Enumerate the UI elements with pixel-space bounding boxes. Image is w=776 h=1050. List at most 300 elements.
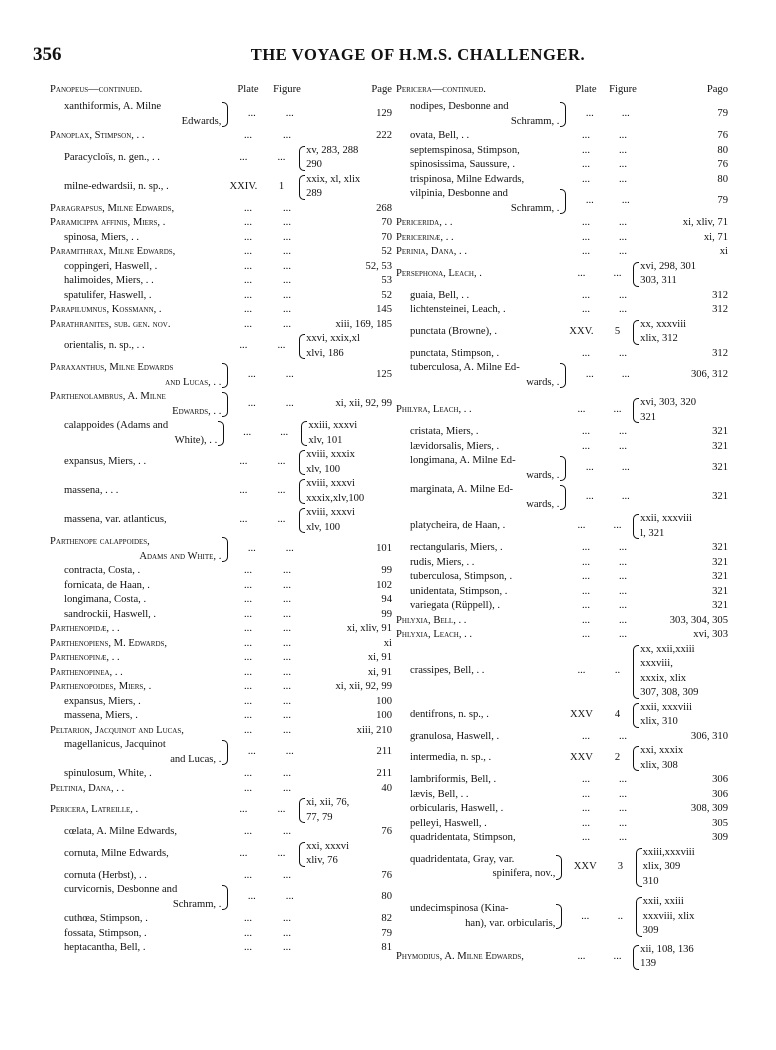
entry-plate: ... <box>582 144 590 156</box>
page-ref-line: xlv, 100 <box>306 521 341 533</box>
entry-name <box>396 440 564 455</box>
index-entry <box>50 680 392 695</box>
page-ref-line: xxii, xxxviii <box>640 701 692 713</box>
entry-name <box>396 483 568 512</box>
entry-page-refs <box>304 941 392 956</box>
entry-name-line: Panoplax, Stimpson, . . <box>50 130 145 141</box>
page-ref-line: 211 <box>376 746 393 758</box>
entry-name <box>50 390 230 419</box>
entry-page-refs <box>304 231 392 246</box>
entry-figure: 4 <box>614 708 621 720</box>
page-ref-line: xvi, 298, 301 <box>640 260 697 272</box>
entry-name-line: intermedia, n. sp., . <box>410 752 492 764</box>
entry-page-refs <box>304 318 392 333</box>
entry-figure: ... <box>621 491 630 503</box>
page-ref-line: 321 <box>712 440 728 452</box>
entry-page-refs <box>304 564 392 579</box>
entry-name-line: Pericera, Latreille, . <box>50 804 139 816</box>
entry-plate: ... <box>244 565 252 576</box>
index-entry <box>50 216 392 231</box>
entry-name <box>396 664 560 679</box>
entry-plate: ... <box>582 614 590 626</box>
entry-name <box>396 361 568 390</box>
entry-name-line: crassipes, Bell, . . <box>410 665 485 677</box>
index-entry <box>50 303 392 318</box>
entry-page-refs <box>304 622 392 637</box>
page-ref-line: xlix, 309 <box>642 861 681 872</box>
entry-page-refs <box>638 599 728 614</box>
entry-name-line: White), . . <box>174 434 218 446</box>
entry-figure: 1 <box>278 180 285 192</box>
entry-page-refs <box>638 788 728 803</box>
entry-figure: ... <box>619 614 627 626</box>
entry-name <box>50 651 226 666</box>
entry-page-refs <box>304 695 392 710</box>
entry-plate: ... <box>244 304 252 315</box>
page-ref-line: 321 <box>712 542 728 553</box>
entry-figure: ... <box>619 217 627 228</box>
entry-plate: ... <box>244 231 252 243</box>
index-entry <box>50 637 392 652</box>
entry-page-refs <box>638 541 728 556</box>
entry-page-refs <box>640 368 728 383</box>
entry-figure: ... <box>280 427 289 439</box>
entry-name <box>50 513 222 528</box>
page-ref-line: xi <box>719 246 728 257</box>
index-entry <box>396 440 728 455</box>
entry-name <box>396 231 564 246</box>
entry-figure: ... <box>277 340 286 352</box>
entry-figure: ... <box>613 267 622 279</box>
entry-name-line: lichtensteinei, Leach, . <box>410 304 506 315</box>
entry-figure: ... <box>283 942 291 953</box>
entry-figure: .. <box>614 665 621 677</box>
entry-name-line: massena, var. atlanticus, <box>64 514 167 526</box>
index-entry <box>396 303 728 318</box>
entry-plate: ... <box>244 913 252 924</box>
entry-figure: ... <box>283 695 291 707</box>
entry-name <box>396 187 568 216</box>
entry-plate: ... <box>247 746 256 758</box>
entry-name-line: Perinia, Dana, . . <box>396 246 467 257</box>
entry-name <box>50 593 226 608</box>
page-ref-line: 289 <box>306 188 322 199</box>
entry-figure: ... <box>619 817 627 829</box>
entry-plate: ... <box>244 768 252 779</box>
entry-figure: ... <box>619 144 627 156</box>
entry-name <box>396 541 564 556</box>
page-ref-line: 76 <box>717 130 728 141</box>
entry-plate: ... <box>582 173 590 185</box>
entry-name-line: massena, Miers, . <box>64 710 138 721</box>
entry-page-refs <box>304 245 392 260</box>
page-ref-line: 77, 79 <box>306 811 333 823</box>
index-entry <box>50 840 392 869</box>
index-entry <box>396 245 728 260</box>
entry-name-line: lævidorsalis, Miers, . <box>410 440 500 452</box>
page-ref-line: 129 <box>376 108 393 120</box>
entry-page-refs <box>640 194 728 209</box>
entry-plate: XXV <box>569 708 593 720</box>
entry-page-refs <box>298 332 392 361</box>
page-ref-line: xi, 71 <box>703 231 728 243</box>
entry-page-refs <box>304 129 392 144</box>
entry-page-refs <box>632 643 728 701</box>
entry-plate: ... <box>239 456 248 468</box>
entry-name-line: tuberculosa, A. Milne Ed- <box>410 362 520 373</box>
entry-name <box>396 303 564 318</box>
entry-name <box>50 608 226 623</box>
index-entry <box>50 695 392 710</box>
entry-figure: ... <box>619 173 627 185</box>
page-ref-line: xi, xii, 92, 99 <box>335 398 393 410</box>
entry-name <box>396 628 564 643</box>
entry-plate: ... <box>244 724 252 736</box>
entry-plate: ... <box>244 666 252 678</box>
entry-name <box>396 216 564 231</box>
index-entry <box>50 390 392 419</box>
entry-name <box>396 403 560 418</box>
entry-plate: ... <box>582 231 590 243</box>
page-ref-line: xi, xliv, 91 <box>346 623 392 634</box>
entry-plate: ... <box>244 130 252 141</box>
entry-plate: ... <box>582 803 590 814</box>
entry-plate: ... <box>244 623 252 634</box>
entry-plate: ... <box>247 398 256 410</box>
index-entry <box>50 767 392 782</box>
entry-figure: ... <box>277 847 286 859</box>
index-entry <box>50 245 392 260</box>
index-entry <box>396 216 728 231</box>
entry-plate: ... <box>244 202 252 214</box>
entry-figure: ... <box>619 629 627 640</box>
page-ref-line: 94 <box>381 594 392 605</box>
entry-page-refs <box>632 396 728 425</box>
entry-plate: ... <box>239 485 248 497</box>
page-ref-line: 53 <box>381 275 392 286</box>
index-entry <box>50 202 392 217</box>
entry-name <box>50 303 226 318</box>
entry-name-line: wards, . <box>526 376 560 388</box>
page-ref-line: 321 <box>712 491 729 503</box>
entry-name <box>396 519 560 534</box>
index-entry <box>50 782 392 797</box>
index-entry <box>396 730 728 745</box>
entry-name <box>396 289 564 304</box>
entry-plate: ... <box>247 891 256 903</box>
page-ref-line: xxii, xxiii <box>642 896 684 907</box>
entry-name <box>50 245 226 260</box>
entry-name <box>50 869 226 884</box>
entry-figure: ... <box>283 289 291 301</box>
entry-plate: ... <box>244 869 252 881</box>
entry-name <box>50 695 226 710</box>
entry-name <box>50 202 226 217</box>
entry-name-line: Parthenopiens, M. Edwards, <box>50 637 168 649</box>
index-entry <box>396 895 728 939</box>
entry-page-refs <box>640 490 728 505</box>
entry-figure: ... <box>619 832 627 843</box>
entry-figure: ... <box>619 426 627 437</box>
page-ref-line: 321 <box>712 426 728 437</box>
entry-page-refs <box>638 425 728 440</box>
entry-figure: ... <box>283 637 291 649</box>
entry-name-line: Philyra, Leach, . . <box>396 404 472 416</box>
entry-figure: ... <box>619 585 627 597</box>
entry-name <box>396 831 564 846</box>
entry-name <box>396 158 564 173</box>
entry-figure: ... <box>613 404 622 416</box>
index-entry <box>50 129 392 144</box>
entry-name-line: orientalis, n. sp., . . <box>64 340 145 352</box>
page-ref-line: 303, 311 <box>640 275 677 286</box>
entry-name-line: variegata (Rüppell), . <box>410 600 501 611</box>
entry-name-line: Parthenopinea, . . <box>50 666 123 678</box>
page-ref-line: 312 <box>712 304 728 315</box>
index-entry <box>396 831 728 846</box>
entry-name-line: punctata (Browne), . <box>410 325 498 337</box>
entry-name <box>50 289 226 304</box>
entry-name-line: Phlyxia, Leach, . . <box>396 629 473 640</box>
entry-figure: ... <box>619 304 627 315</box>
entry-name-line: xanthiformis, A. Milne <box>64 101 162 112</box>
entry-name <box>50 883 230 912</box>
entry-plate: ... <box>582 774 590 785</box>
entry-plate: ... <box>247 369 256 381</box>
page-ref-line: 99 <box>381 608 392 620</box>
entry-name-line: Parathranites, sub. gen. nov. <box>50 318 171 330</box>
index-entry <box>396 943 728 972</box>
page-ref-line: xlv, 100 <box>306 463 341 475</box>
entry-page-refs <box>304 666 392 681</box>
entry-plate: ... <box>239 514 248 526</box>
entry-name-line: curvicornis, Desbonne and <box>64 884 178 895</box>
entry-plate: ... <box>582 426 590 437</box>
entry-page-refs <box>638 628 728 643</box>
index-entry <box>50 738 392 767</box>
entry-figure: .. <box>617 910 624 922</box>
index-entry <box>396 454 728 483</box>
entry-page-refs <box>298 144 392 173</box>
index-entry <box>50 796 392 825</box>
entry-name-line: cristata, Miers, . <box>410 426 479 437</box>
entry-name-line: heptacantha, Bell, . <box>64 942 146 953</box>
entry-name <box>50 803 222 818</box>
entry-page-refs <box>640 461 728 476</box>
entry-plate: XXIV. <box>229 180 258 192</box>
entry-name-line: massena, . . . <box>64 485 119 497</box>
entry-plate: ... <box>582 217 590 228</box>
index-entry <box>50 941 392 956</box>
page-ref-line: 40 <box>381 782 392 794</box>
page-ref-line: 79 <box>717 108 729 120</box>
entry-page-refs <box>638 303 728 318</box>
entry-name-line: lævis, Bell, . . <box>410 788 469 800</box>
entry-plate: ... <box>585 195 594 207</box>
entry-name <box>396 788 564 803</box>
running-title: THE VOYAGE OF H.M.S. CHALLENGER. <box>250 45 586 64</box>
entry-name-line: Paramicippa affinis, Miers, . <box>50 217 166 228</box>
figure-header: Figure <box>609 84 637 95</box>
entry-figure: ... <box>285 543 294 555</box>
page-ref-line: 125 <box>376 369 393 381</box>
page-ref-line: xx, xxxviii <box>640 318 687 330</box>
index-entry <box>396 585 728 600</box>
page-ref-line: xx, xxii,xxiii <box>640 643 695 655</box>
entry-figure: ... <box>285 746 294 758</box>
entry-name <box>50 941 226 956</box>
entry-figure: ... <box>621 195 630 207</box>
entry-plate: ... <box>244 594 252 605</box>
entry-figure: ... <box>283 246 291 257</box>
entry-figure: ... <box>619 803 627 814</box>
index-entry <box>50 927 392 942</box>
entry-name <box>396 817 564 832</box>
entry-figure: ... <box>283 710 291 721</box>
entry-page-refs <box>298 173 392 202</box>
entry-page-refs <box>306 890 392 905</box>
figure-header: Figure <box>273 84 301 95</box>
entry-name <box>50 484 222 499</box>
entry-plate: ... <box>244 318 252 330</box>
entry-name <box>396 730 564 745</box>
entry-name-line: cornuta (Herbst), . . <box>64 869 147 881</box>
entry-page-refs <box>638 245 728 260</box>
index-entry <box>50 912 392 927</box>
entry-page-refs <box>638 802 728 817</box>
entry-page-refs <box>638 817 728 832</box>
entry-plate: XXV <box>569 752 593 764</box>
entry-figure: ... <box>619 730 627 742</box>
entry-plate: ... <box>244 652 252 663</box>
page-ref-line: 52, 53 <box>365 260 392 272</box>
entry-page-refs <box>638 440 728 455</box>
index-entry <box>50 651 392 666</box>
entry-name <box>396 425 564 440</box>
entry-figure: ... <box>619 347 627 359</box>
entry-page-refs <box>304 709 392 724</box>
entry-name-line: Paraxanthus, Milne Edwards <box>50 362 174 373</box>
page-ref-line: xxiii,xxxviii <box>642 846 695 858</box>
entry-page-refs <box>632 260 728 289</box>
index-entry <box>396 802 728 817</box>
page-ref-line: 312 <box>712 347 728 359</box>
entry-page-refs <box>635 895 728 939</box>
entry-figure: ... <box>283 202 291 214</box>
entry-plate: ... <box>582 788 590 800</box>
index-entry <box>50 318 392 333</box>
entry-plate: ... <box>244 637 252 649</box>
page-ref-line: xii, 108, 136 <box>640 943 694 955</box>
page-ref-line: 312 <box>712 289 728 301</box>
entry-figure: ... <box>283 260 291 272</box>
index-entry <box>50 869 392 884</box>
entry-name <box>50 724 226 739</box>
entry-plate: ... <box>582 246 590 257</box>
entry-figure: ... <box>283 623 291 634</box>
index-entry <box>50 231 392 246</box>
entry-name <box>396 245 564 260</box>
entry-name-line: punctata, Stimpson, . <box>410 347 500 359</box>
entry-name-line: Parthenope calappoides, <box>50 536 150 547</box>
entry-name <box>50 666 226 681</box>
entry-plate: ... <box>244 275 252 286</box>
entry-plate: ... <box>244 695 252 707</box>
entry-figure: 3 <box>617 861 624 872</box>
entry-figure: ... <box>277 151 286 163</box>
page-ref-line: 79 <box>717 195 729 207</box>
page-ref-line: 306 <box>712 774 728 785</box>
entry-name-line: sandrockii, Haswell, . <box>64 608 157 620</box>
index-entry <box>50 709 392 724</box>
entry-name-line: Phlyxia, Bell, . . <box>396 614 467 626</box>
entry-name-line: tuberculosa, Stimpson, . <box>410 571 513 582</box>
entry-page-refs <box>304 825 392 840</box>
entry-name <box>50 151 222 166</box>
entry-page-refs <box>304 579 392 594</box>
entry-name <box>396 173 564 188</box>
entry-plate: ... <box>239 340 248 352</box>
index-entry <box>396 347 728 362</box>
entry-figure: ... <box>619 246 627 257</box>
entry-name <box>50 825 226 840</box>
entry-page-refs <box>304 724 392 739</box>
entry-plate: ... <box>244 782 252 794</box>
index-entry <box>50 274 392 289</box>
page-ref-line: xiii, 210 <box>356 724 392 736</box>
entry-page-refs <box>304 303 392 318</box>
page-ref-line: xxxviii, <box>640 658 673 669</box>
entry-figure: ... <box>283 652 291 663</box>
page-ref-line: xi, xliv, 71 <box>682 217 728 228</box>
index-entry <box>396 556 728 571</box>
page-ref-line: 321 <box>712 585 728 597</box>
entry-figure: ... <box>619 159 627 170</box>
index-entry <box>50 593 392 608</box>
page-ref-line: 308, 309 <box>690 803 728 814</box>
index-entry <box>396 144 728 159</box>
entry-plate: ... <box>244 289 252 301</box>
page-ref-line: 268 <box>376 202 392 214</box>
entry-name-line: Parthenopoides, Miers, . <box>50 681 152 692</box>
entry-name-line: pelleyi, Haswell, . <box>410 817 487 829</box>
entry-name-line: Schramm, . <box>510 115 560 127</box>
page-ref-line: 76 <box>717 159 728 170</box>
page-ref-line: xxii, xxxviii <box>640 513 692 524</box>
page-ref-line: 99 <box>381 565 392 576</box>
entry-name-line: Edwards, . . <box>172 405 222 417</box>
index-entry <box>50 883 392 912</box>
page-ref-line: 309 <box>712 832 728 843</box>
page-ref-line: 52 <box>381 289 392 301</box>
entry-name-line: contracta, Costa, . <box>64 565 141 576</box>
entry-name <box>396 129 564 144</box>
entry-name-line: trispinosa, Milne Edwards, <box>410 173 525 185</box>
entry-figure: ... <box>619 231 627 243</box>
page-ref-line: 79 <box>381 927 392 939</box>
entry-page-refs <box>638 730 728 745</box>
entry-name <box>396 267 560 282</box>
entry-page-refs <box>304 869 392 884</box>
page-ref-line: xxxix,xlv,100 <box>306 492 365 504</box>
index-entry <box>50 724 392 739</box>
entry-list <box>50 100 392 956</box>
page-ref-line: 70 <box>381 231 392 243</box>
entry-plate: ... <box>239 847 248 859</box>
entry-name <box>50 455 222 470</box>
entry-figure: ... <box>283 681 291 692</box>
entry-page-refs <box>298 796 392 825</box>
